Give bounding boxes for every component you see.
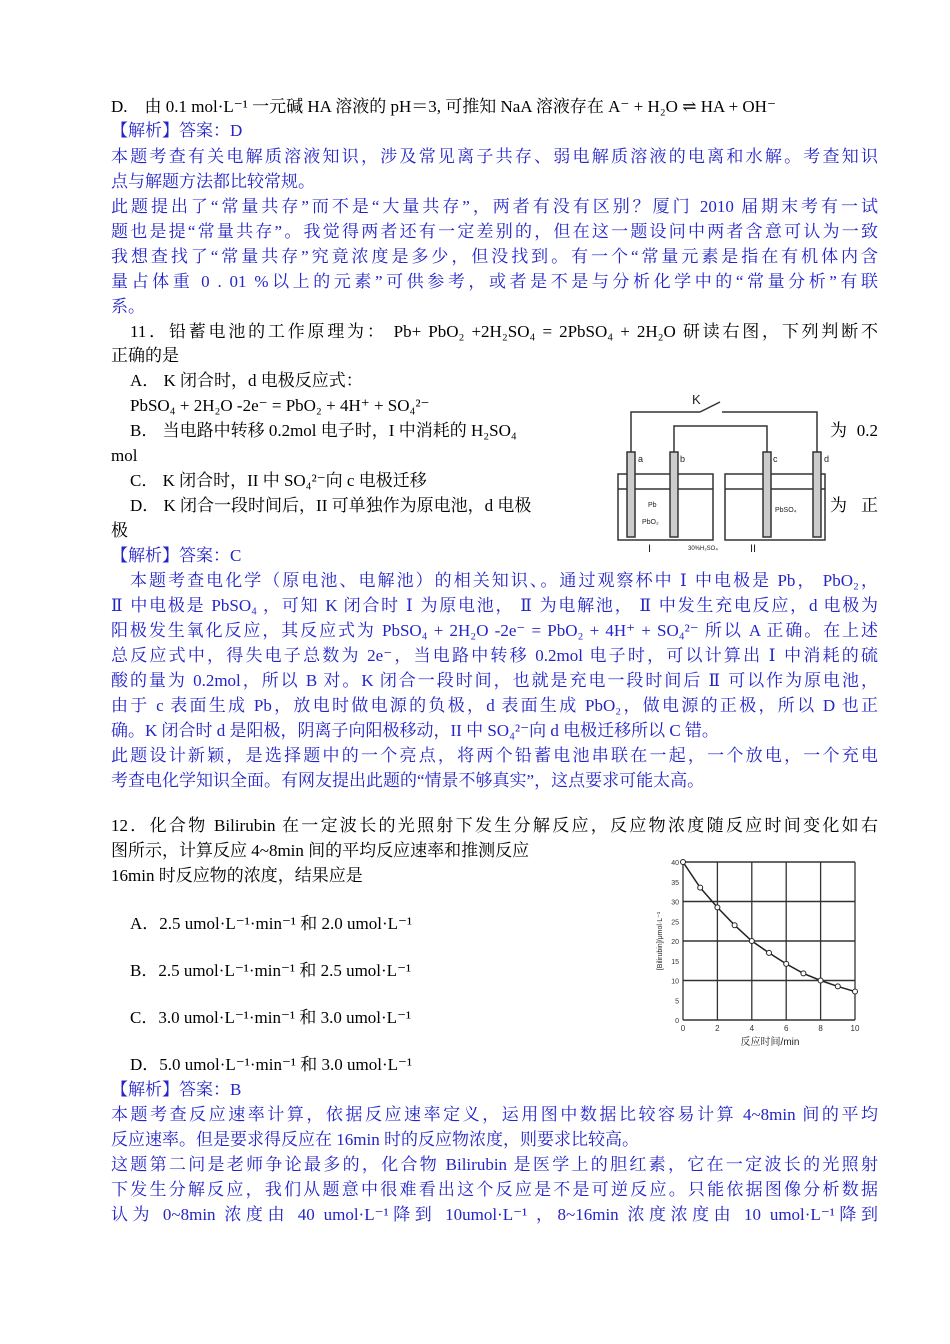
data-point: [749, 939, 754, 944]
data-point: [732, 923, 737, 928]
q11-option-d-tail: 为 正: [830, 496, 878, 515]
q11-option-a: A． K 闭合时，d 电极反应式：: [130, 371, 363, 390]
answer-11: 【解析】答案：C: [111, 546, 242, 565]
switch-k: [700, 402, 720, 412]
data-point: [681, 860, 686, 865]
analysis-line: 确。K 闭合时 d 是阳极，阴离子向阳极移动，II 中 SO₄²⁻向 d 电极迁移所以 C 错。: [111, 721, 719, 740]
data-point: [835, 984, 840, 989]
y-tick-label: 40: [671, 860, 679, 867]
data-point: [784, 961, 789, 966]
x-axis-label: 反应时间/min: [740, 1037, 800, 1048]
q12-stem: 12．化合物 Bilirubin 在一定波长的光照射下发生分解反应，反应物浓度随反应时间变化如右: [111, 816, 878, 835]
q11-stem: 11．铅蓄电池的工作原理为： Pb+ PbO₂ +2H₂SO₄ = 2PbSO₄ + 2H₂O 研读右图，下列判断不: [130, 322, 878, 341]
y-tick-label: 25: [671, 919, 679, 927]
wire: [674, 426, 767, 457]
x-tick-label: 0: [680, 1024, 686, 1033]
data-point: [698, 885, 703, 890]
q11-option-c: C． K 闭合时，II 中 SO₄²⁻向 c 电极迁移: [130, 471, 427, 490]
analysis-line: 量占体重 0 . 01 %以上的元素”可供参考，或者是不是与分析化学中的“常量分析”有联: [111, 272, 878, 291]
series-line: [683, 862, 855, 992]
y-tick-label: 35: [671, 879, 679, 887]
analysis-line: 系。: [111, 297, 145, 316]
analysis-line: Ⅱ 中电极是 PbSO₄ ，可知 K 闭合时 Ⅰ 为原电池， Ⅱ 为电解池， Ⅱ 中发生充电反应，d 电极为: [111, 596, 878, 615]
q12-option-d: D．5.0 umol·L⁻¹·min⁻¹ 和 3.0 umol·L⁻¹: [130, 1055, 413, 1074]
q12-option-c: C．3.0 umol·L⁻¹·min⁻¹ 和 3.0 umol·L⁻¹: [130, 1008, 412, 1027]
x-tick-label: 6: [783, 1024, 789, 1033]
analysis-line: 阳极发生氧化反应，其反应式为 PbSO₄ + 2H₂O -2e⁻ = PbO₂ + 4H⁺ + SO₄²⁻ 所以 A 正确。在上述: [111, 621, 878, 640]
bilirubin-chart: [650, 852, 880, 1052]
electrolyte-label: 30%H₂SO₄: [688, 546, 718, 552]
data-point: [853, 989, 858, 994]
data-point: [801, 971, 806, 976]
analysis-line: 此题提出了“常量共存”而不是“大量共存”，两者有没有区别？厦门 2010 届期末考有一试: [111, 197, 878, 216]
q10-option-d: D. 由 0.1 mol·L⁻¹ 一元碱 HA 溶液的 pH＝3, 可推知 NaA 溶液存在 A⁻ + H₂O ⇌ HA + OH⁻: [111, 97, 776, 116]
q12-option-b: B．2.5 umol·L⁻¹·min⁻¹ 和 2.5 umol·L⁻¹: [130, 961, 412, 980]
data-point: [818, 978, 823, 983]
wire: [722, 412, 817, 457]
switch-label: K: [692, 392, 701, 407]
analysis-line: 总反应式中，得失电子总数为 2e⁻，当电路中转移 0.2mol 电子时，可以计算出 Ⅰ 中消耗的硫: [111, 646, 878, 665]
q11-stem: 正确的是: [111, 346, 179, 365]
electrode-c-label: c: [773, 454, 778, 464]
analysis-line: 由于 c 表面生成 Pb，放电时做电源的负极，d 表面生成 PbO₂，做电源的正极，所以 D 也正: [111, 696, 878, 715]
answer-10: 【解析】答案：D: [111, 121, 243, 140]
pb-label: Pb: [648, 502, 657, 509]
analysis-line: 本题考查电化学（原电池、电解池）的相关知识、。通过观察杯中 Ⅰ 中电极是 Pb， PbO₂，: [130, 571, 878, 590]
y-tick-label: 10: [671, 978, 679, 986]
y-tick-label: 0: [675, 1018, 679, 1025]
answer-12: 【解析】答案：B: [111, 1080, 242, 1099]
analysis-line: 我想查找了“常量共存”究竟浓度是多少，但没找到。有一个“常量元素是指在有机体内含: [111, 247, 878, 266]
pbo2-label: PbO₂: [642, 519, 659, 526]
y-tick-label: 5: [675, 998, 679, 1006]
analysis-line: 本题考查有关电解质溶液知识，涉及常见离子共存、弱电解质溶液的电离和水解。考查知识: [111, 147, 878, 166]
q11-option-b-tail: 为 0.2: [830, 421, 878, 440]
q12-option-a: A．2.5 umol·L⁻¹·min⁻¹ 和 2.0 umol·L⁻¹: [130, 914, 413, 933]
analysis-line: 反应速率。但是要求得反应在 16min 时的反应物浓度，则要求比较高。: [111, 1130, 639, 1149]
cell-i-label: I: [648, 543, 652, 555]
cell-ii-label: II: [750, 543, 757, 555]
q11-option-b-wrap: mol: [111, 446, 138, 465]
y-tick-label: 15: [671, 958, 679, 966]
electrode-d-label: d: [824, 454, 830, 464]
data-point: [715, 905, 720, 910]
x-tick-label: 2: [715, 1024, 720, 1033]
analysis-line: 点与解题方法都比较常规。: [111, 172, 315, 191]
analysis-line: 此题设计新颖，是选择题中的一个亮点，将两个铅蓄电池串联在一起，一个放电，一个充电: [111, 746, 878, 765]
q12-stem: 图所示，计算反应 4~8min 间的平均反应速率和推测反应: [111, 841, 530, 860]
analysis-line: 考查电化学知识全面。有网友提出此题的“情景不够真实”，这点要求可能太高。: [111, 771, 705, 790]
analysis-line: 认为 0~8min 浓度由 40 umol·L⁻¹降到 10umol·L⁻¹ ，8~16min 浓度浓度由 10 umol·L⁻¹降到: [111, 1205, 878, 1224]
x-tick-label: 10: [850, 1024, 860, 1033]
y-tick-label: 30: [671, 899, 679, 907]
analysis-line: 下发生分解反应，我们从题意中很难看出这个反应是不是可逆反应。只能依据图像分析数据: [111, 1180, 878, 1199]
electrode-a-label: a: [638, 454, 644, 464]
q12-stem: 16min 时反应物的浓度，结果应是: [111, 866, 363, 885]
analysis-line: 题也是提“常量共存”。我觉得两者还有一定差别的，但在这一题设问中两者含意可认为一致: [111, 222, 878, 241]
battery-diagram: [610, 392, 850, 557]
pbso4-label: PbSO₄: [775, 507, 797, 514]
x-tick-label: 8: [818, 1024, 823, 1033]
q11-option-b: B． 当电路中转移 0.2mol 电子时，I 中消耗的 H₂SO₄: [130, 421, 517, 440]
q11-option-d: D． K 闭合一段时间后，II 可单独作为原电池，d 电极: [130, 496, 532, 515]
q11-option-a-equation: PbSO₄ + 2H₂O -2e⁻ = PbO₂ + 4H⁺ + SO₄²⁻: [130, 396, 430, 415]
x-tick-label: 4: [749, 1024, 755, 1033]
q11-option-d-wrap: 极: [111, 521, 128, 540]
y-tick-label: 20: [671, 939, 679, 946]
y-axis-label: [Bilirubin]/μmol·L⁻¹: [657, 911, 664, 971]
wire: [631, 412, 700, 457]
data-point: [767, 950, 772, 955]
analysis-line: 酸的量为 0.2mol，所以 B 对。K 闭合一段时间，也就是充电一段时间后 Ⅱ 可以作为原电池，: [111, 671, 878, 690]
analysis-line: 这题第二问是老师争论最多的，化合物 Bilirubin 是医学上的胆红素，它在一定波长的光照射: [111, 1155, 878, 1174]
analysis-line: 本题考查反应速率计算，依据反应速率定义，运用图中数据比较容易计算 4~8min 间的平均: [111, 1105, 878, 1124]
electrode-b-label: b: [680, 454, 686, 464]
